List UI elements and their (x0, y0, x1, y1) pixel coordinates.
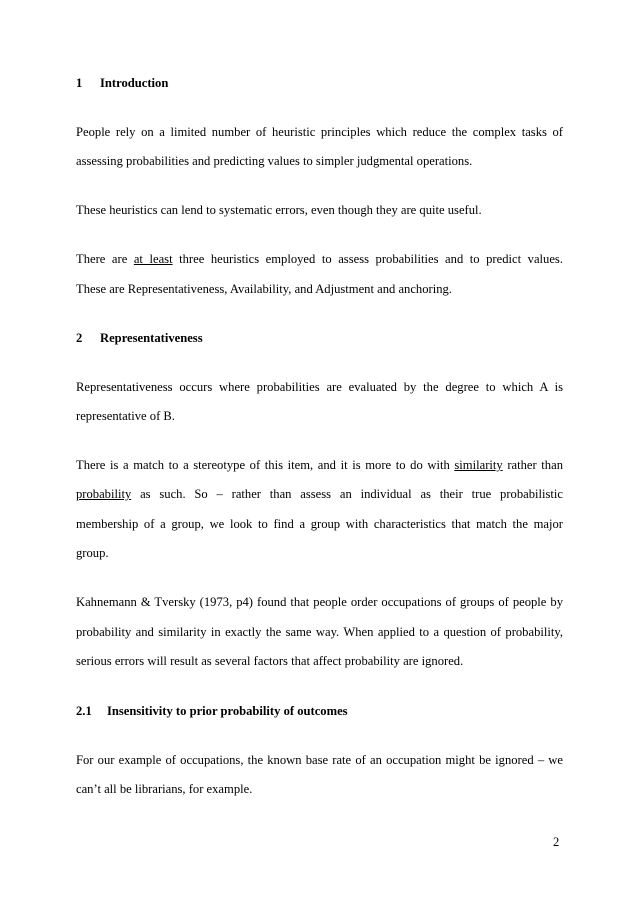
section-heading-representativeness (76, 330, 203, 346)
section-heading-introduction (76, 75, 168, 91)
paragraph-3-line-2: These are Representativeness, Availability, and Adjustment and anchoring. (76, 282, 452, 296)
paragraph-1-line-2: assessing probabilities and predicting values to simpler judgmental operations. (76, 154, 473, 168)
paragraph-5-line-4: group. (76, 546, 109, 560)
paragraph-2-line-1: These heuristics can lend to systematic errors, even though they are quite useful. (76, 203, 482, 217)
underlined-text: probability (76, 487, 132, 501)
section-number: 2 (76, 331, 83, 345)
paragraph-7-line-1: For our example of occupations, the known base rate of an occupation might be ignored – we (76, 753, 563, 767)
underlined-text: similarity (454, 458, 503, 472)
paragraph-6-line-2: probability and similarity in exactly the same way. When applied to a question of probability, (76, 625, 563, 639)
paragraph-7-line-2: can’t all be librarians, for example. (76, 782, 253, 796)
paragraph-5-line-3: membership of a group, we look to find a group with characteristics that match the major (76, 517, 563, 531)
text-run: There are (76, 252, 134, 266)
page-number: 2 (553, 835, 560, 849)
paragraph-1-line-1: People rely on a limited number of heuristic principles which reduce the complex tasks of (76, 125, 563, 139)
paragraph-3-line-1 (76, 251, 563, 267)
text-run: There is a match to a stereotype of this item, and it is more to do with (76, 458, 455, 472)
text-run: three heuristics employed to assess probabilities and to predict values. (172, 252, 563, 266)
paragraph-5-line-1 (76, 457, 563, 473)
section-title: Representativeness (100, 331, 203, 345)
paragraph-6-line-3: serious errors will result as several factors that affect probability are ignored. (76, 654, 464, 668)
section-heading-insensitivity (76, 703, 348, 719)
underlined-text: at least (133, 252, 173, 266)
section-title: Insensitivity to prior probability of outcomes (107, 704, 348, 718)
section-number: 2.1 (76, 704, 92, 718)
paragraph-4-line-2: representative of B. (76, 409, 175, 423)
section-number: 1 (76, 76, 83, 90)
paragraph-5-line-2 (76, 486, 563, 502)
paragraph-6-line-1: Kahnemann & Tversky (1973, p4) found that people order occupations of groups of people by (76, 595, 563, 609)
paragraph-4-line-1: Representativeness occurs where probabilities are evaluated by the degree to which A is (76, 380, 563, 394)
text-run: rather than (502, 458, 563, 472)
text-run: as such. So – rather than assess an individual as their true probabilistic (131, 487, 563, 501)
section-title: Introduction (100, 76, 169, 90)
